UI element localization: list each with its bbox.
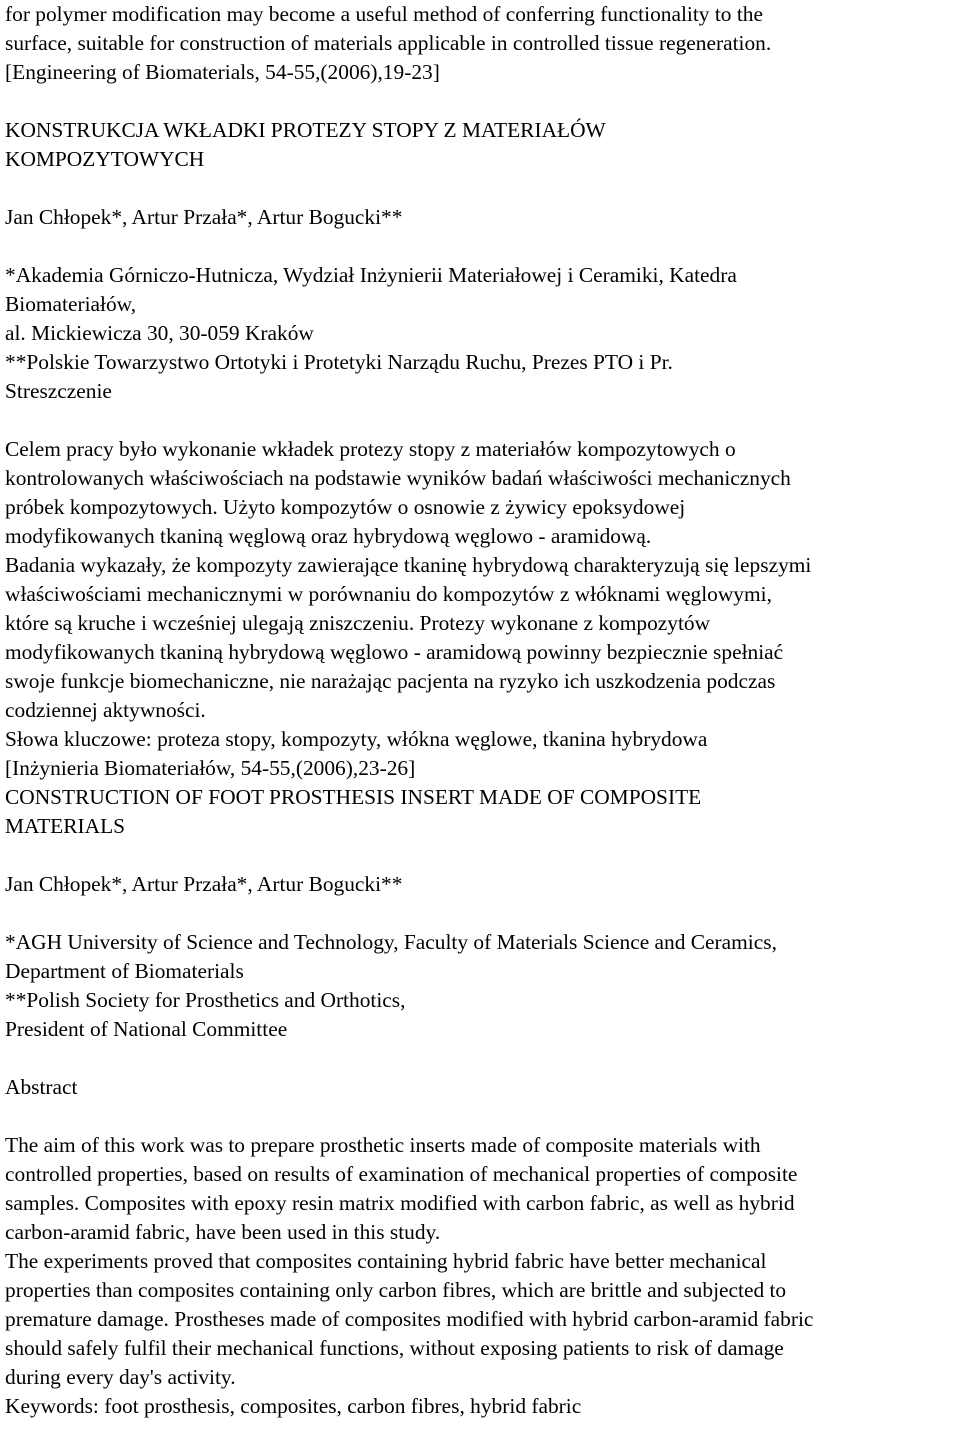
english-abstract-line: samples. Composites with epoxy resin matrix modified with carbon fabric, as well as hybrid (5, 1191, 795, 1215)
english-abstract (5, 1131, 960, 1392)
english-title (5, 783, 960, 841)
polish-abstract-line: właściwościami mechanicznymi w porównaniu do kompozytów z włóknami węglowymi, (5, 582, 772, 606)
polish-abstract-line: modyfikowanych tkaniną hybrydową węglowo - aramidową powinny bezpiecznie spełniać (5, 640, 784, 664)
polish-abstract-line: Badania wykazały, że kompozyty zawierające tkaninę hybrydową charakteryzują się lepszymi (5, 553, 812, 577)
english-title-line: CONSTRUCTION OF FOOT PROSTHESIS INSERT MADE OF COMPOSITE (5, 785, 702, 809)
english-abstract-heading: Abstract (5, 1075, 78, 1099)
polish-title-line: KONSTRUKCJA WKŁADKI PROTEZY STOPY Z MATERIAŁÓW (5, 118, 606, 142)
spacer (5, 841, 960, 870)
english-abstract-line: premature damage. Prostheses made of composites modified with hybrid carbon-aramid fabric (5, 1307, 814, 1331)
english-abstract-line: during every day's activity. (5, 1365, 236, 1389)
previous-citation: [Engineering of Biomaterials, 54-55,(2006),19-23] (5, 60, 440, 84)
polish-affiliation-line: **Polskie Towarzystwo Ortotyki i Protetyki Narządu Ruchu, Prezes PTO i Pr. (5, 350, 673, 374)
previous-article-tail (5, 0, 960, 87)
english-abstract-line: controlled properties, based on results of examination of mechanical properties of composite (5, 1162, 798, 1186)
english-abstract-line: The experiments proved that composites containing hybrid fabric have better mechanical (5, 1249, 767, 1273)
polish-abstract-line: modyfikowanych tkaniną węglową oraz hybrydową węglowo - aramidową. (5, 524, 652, 548)
polish-abstract-line: które są kruche i wcześniej ulegają zniszczeniu. Protezy wykonane z kompozytów (5, 611, 711, 635)
english-keywords: Keywords: foot prosthesis, composites, carbon fibres, hybrid fabric (5, 1394, 582, 1418)
polish-abstract-line: swoje funkcje biomechaniczne, nie narażając pacjenta na ryzyko ich uszkodzenia podczas (5, 669, 776, 693)
document-page (5, 0, 960, 1421)
polish-affiliation-line: *Akademia Górniczo-Hutnicza, Wydział Inżynierii Materiałowej i Ceramiki, Katedra (5, 263, 737, 287)
polish-affiliation-line: Biomateriałów, (5, 292, 137, 316)
polish-abstract (5, 435, 960, 725)
english-affiliation-line: *AGH University of Science and Technology, Faculty of Materials Science and Ceramics, (5, 930, 777, 954)
spacer (5, 232, 960, 261)
polish-abstract-line: codziennej aktywności. (5, 698, 206, 722)
polish-title (5, 116, 960, 174)
previous-abstract-line: for polymer modification may become a useful method of conferring functionality to the (5, 2, 763, 26)
english-affiliation-line: Department of Biomaterials (5, 959, 244, 983)
spacer (5, 899, 960, 928)
english-affiliation-line: President of National Committee (5, 1017, 288, 1041)
polish-affiliations (5, 261, 960, 377)
english-abstract-line: The aim of this work was to prepare prosthetic inserts made of composite materials with (5, 1133, 761, 1157)
polish-abstract-line: kontrolowanych właściwościach na podstawie wyników badań właściwości mechanicznych (5, 466, 791, 490)
english-affiliations (5, 928, 960, 1044)
spacer (5, 1102, 960, 1131)
english-abstract-line: carbon-aramid fabric, have been used in this study. (5, 1220, 441, 1244)
english-affiliation-line: **Polish Society for Prosthetics and Orthotics, (5, 988, 406, 1012)
previous-abstract-line: surface, suitable for construction of materials applicable in controlled tissue regeneration. (5, 31, 772, 55)
polish-citation: [Inżynieria Biomateriałów, 54-55,(2006),23-26] (5, 756, 416, 780)
polish-title-line: KOMPOZYTOWYCH (5, 147, 205, 171)
english-title-line: MATERIALS (5, 814, 126, 838)
polish-affiliation-line: al. Mickiewicza 30, 30-059 Kraków (5, 321, 314, 345)
english-abstract-line: properties than composites containing only carbon fibres, which are brittle and subjected to (5, 1278, 787, 1302)
spacer (5, 87, 960, 116)
polish-authors: Jan Chłopek*, Artur Przała*, Artur Bogucki** (5, 205, 403, 229)
polish-abstract-line: Celem pracy było wykonanie wkładek protezy stopy z materiałów kompozytowych o (5, 437, 736, 461)
spacer (5, 174, 960, 203)
polish-abstract-heading: Streszczenie (5, 379, 112, 403)
english-abstract-line: should safely fulfil their mechanical functions, without exposing patients to risk of damage (5, 1336, 784, 1360)
english-authors: Jan Chłopek*, Artur Przała*, Artur Bogucki** (5, 872, 403, 896)
spacer (5, 406, 960, 435)
polish-abstract-line: próbek kompozytowych. Użyto kompozytów o osnowie z żywicy epoksydowej (5, 495, 686, 519)
spacer (5, 1044, 960, 1073)
polish-keywords: Słowa kluczowe: proteza stopy, kompozyty, włókna węglowe, tkanina hybrydowa (5, 727, 708, 751)
